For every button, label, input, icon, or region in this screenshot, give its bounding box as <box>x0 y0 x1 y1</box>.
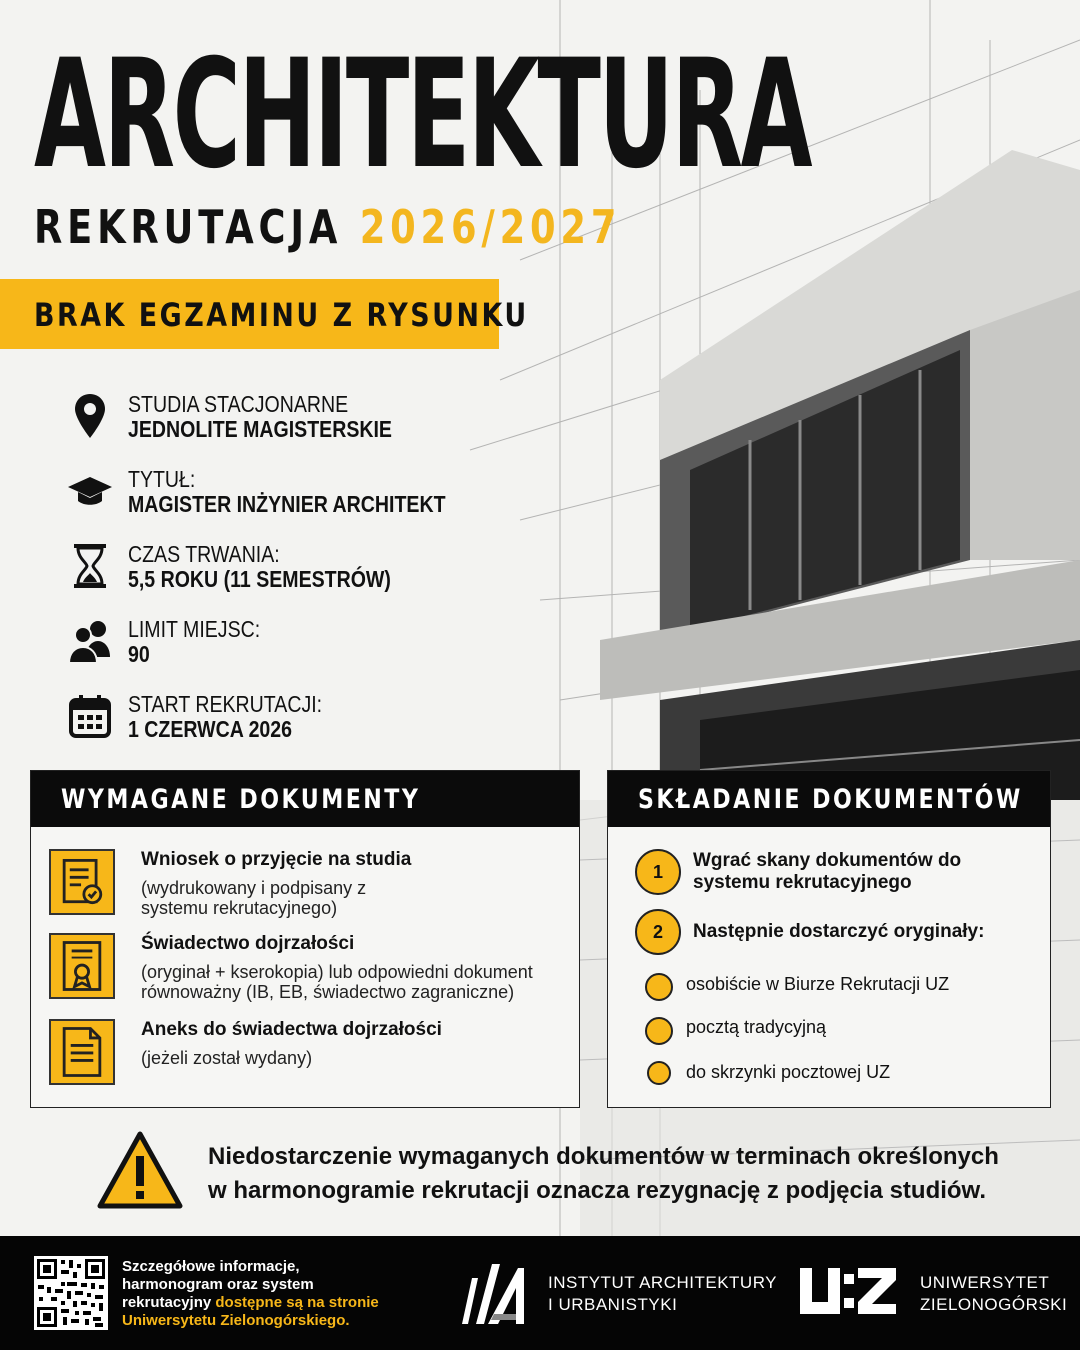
footer-info-line: Szczegółowe informacje, <box>122 1258 300 1275</box>
info-value: MAGISTER INŻYNIER ARCHITEKT <box>128 491 446 517</box>
panel-header <box>608 771 1050 827</box>
required-documents-panel <box>30 770 580 1108</box>
step-text <box>693 850 961 894</box>
location-pin-icon <box>68 392 112 440</box>
delivery-option: do skrzynki pocztowej UZ <box>686 1062 891 1082</box>
calendar-icon <box>68 692 112 740</box>
bullet-dot <box>645 973 673 1001</box>
banner-text: BRAK EGZAMINU Z RYSUNKU <box>34 296 529 334</box>
step-text <box>693 921 984 943</box>
institute-name-line: INSTYTUT ARCHITEKTURY <box>548 1273 778 1292</box>
doc-title: Aneks do świadectwa dojrzałości <box>141 1019 442 1040</box>
footer-info-text: rekrutacyjny <box>122 1294 216 1311</box>
hourglass-icon <box>68 542 112 590</box>
no-drawing-exam-banner <box>0 279 529 349</box>
doc-note <box>141 962 533 1002</box>
footer-info-highlight: Uniwersytetu Zielonogórskiego. <box>122 1312 350 1329</box>
qr-code[interactable] <box>34 1256 108 1330</box>
panel-header <box>31 771 579 827</box>
footer-info-highlight: dostępne są na stronie <box>215 1294 379 1311</box>
university-name-line: ZIELONOGÓRSKI <box>920 1295 1068 1314</box>
footer <box>0 1236 1080 1350</box>
warning-text <box>208 1140 999 1208</box>
graduation-cap-icon <box>68 467 112 515</box>
step-line: Wgrać skany dokumentów do <box>693 850 962 871</box>
warning-line: w harmonogramie rekrutacji oznacza rezygnację z podjęcia studiów. <box>208 1177 986 1204</box>
info-value: 1 CZERWCA 2026 <box>128 716 293 742</box>
panel-title: WYMAGANE DOKUMENTY <box>61 784 421 815</box>
warning-triangle-icon <box>96 1130 184 1210</box>
doc-note-line: (wydrukowany i podpisany z <box>141 878 367 898</box>
doc-note-line: (oryginał + kserokopia) lub odpowiedni dokument <box>141 962 533 982</box>
step-number-badge: 2 <box>635 909 681 955</box>
subtitle-main: REKRUTACJA <box>34 200 343 254</box>
bullet-dot <box>645 1017 673 1045</box>
bullet-dot <box>647 1061 671 1085</box>
doc-note <box>141 1048 312 1068</box>
doc-note-line: systemu rekrutacyjnego) <box>141 898 338 918</box>
info-value: JEDNOLITE MAGISTERSKIE <box>128 416 392 442</box>
institute-name-line: I URBANISTYKI <box>548 1295 678 1314</box>
info-label: TYTUŁ: <box>128 466 196 492</box>
submission-panel <box>607 770 1051 1108</box>
university-name <box>920 1272 1067 1316</box>
university-name-line: UNIWERSYTET <box>920 1273 1050 1292</box>
people-icon <box>68 617 112 665</box>
subtitle-year: 2026/2027 <box>359 200 622 254</box>
step-line: systemu rekrutacyjnego <box>693 872 912 893</box>
info-label: STUDIA STACJONARNE <box>128 391 349 417</box>
doc-note-line: równoważny (IB, EB, świadectwo zagraniczne) <box>141 982 515 1002</box>
warning-line: Niedostarczenie wymaganych dokumentów w terminach określonych <box>208 1143 999 1170</box>
doc-note <box>141 878 366 918</box>
panel-title: SKŁADANIE DOKUMENTÓW <box>638 784 1023 815</box>
footer-info-line <box>122 1294 379 1312</box>
step-number-badge: 1 <box>635 849 681 895</box>
doc-note-line: (jeżeli został wydany) <box>141 1048 313 1068</box>
doc-title: Świadectwo dojrzałości <box>141 933 355 954</box>
delivery-option: pocztą tradycyjną <box>686 1017 827 1037</box>
info-label: START REKRUTACJI: <box>128 691 323 717</box>
subtitle <box>34 200 621 254</box>
footer-info <box>122 1258 379 1330</box>
page-title: ARCHITEKTURA <box>34 28 811 202</box>
info-value: 5,5 ROKU (11 SEMESTRÓW) <box>128 566 391 592</box>
certificate-icon <box>49 933 115 999</box>
info-label: LIMIT MIEJSC: <box>128 616 261 642</box>
application-form-icon <box>49 849 115 915</box>
institute-logo <box>458 1258 528 1328</box>
document-icon <box>49 1019 115 1085</box>
footer-info-line: harmonogram oraz system <box>122 1276 314 1293</box>
step-line: Następnie dostarczyć oryginały: <box>693 921 985 942</box>
doc-title: Wniosek o przyjęcie na studia <box>141 849 412 870</box>
info-value: 90 <box>128 641 150 667</box>
university-logo <box>800 1268 896 1318</box>
institute-name <box>548 1272 777 1316</box>
delivery-option: osobiście w Biurze Rekrutacji UZ <box>686 974 950 994</box>
info-label: CZAS TRWANIA: <box>128 541 280 567</box>
